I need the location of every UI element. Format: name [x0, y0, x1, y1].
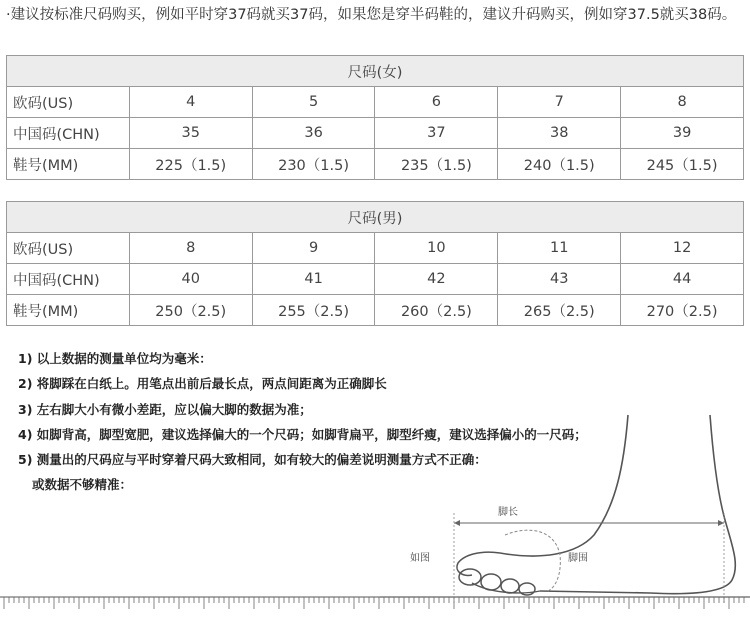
toe-outline — [501, 579, 519, 593]
table-row — [7, 264, 744, 295]
intro-text: ·建议按标准尺码购买，例如平时穿37码就买37码，如果您是穿半码鞋的，建议升码购买，例如穿37.5就买38码。 — [6, 7, 737, 23]
table-cell: 245（1.5) — [621, 149, 744, 180]
table-cell: 7 — [498, 87, 621, 118]
table-cell: 6 — [375, 87, 498, 118]
table-cell: 260（2.5) — [375, 295, 498, 326]
table-cell: 38 — [498, 118, 621, 149]
leg-outline — [540, 415, 735, 594]
foot-diagram — [380, 405, 750, 623]
table-cell: 255（2.5) — [252, 295, 375, 326]
arrow-icon — [718, 520, 724, 526]
leg-front-outline — [500, 415, 628, 556]
diagram-left-label: 如图 — [410, 553, 430, 564]
note-item: 3) 左右脚大小有微小差距，应以偏大脚的数据为准； — [18, 401, 312, 417]
table-cell: 8 — [621, 87, 744, 118]
arrow-icon — [454, 520, 460, 526]
table-cell: 10 — [375, 233, 498, 264]
table-cell: 43 — [498, 264, 621, 295]
table-cell: 230（1.5) — [252, 149, 375, 180]
men-table-title: 尺码(男) — [7, 202, 744, 233]
table-cell: 36 — [252, 118, 375, 149]
table-cell: 11 — [498, 233, 621, 264]
table-cell: 40 — [129, 264, 252, 295]
table-row — [7, 118, 744, 149]
length-label: 脚长 — [498, 507, 518, 518]
table-cell: 35 — [129, 118, 252, 149]
women-table-title: 尺码(女) — [7, 56, 744, 87]
row-label: 欧码(US) — [7, 87, 130, 118]
table-cell: 42 — [375, 264, 498, 295]
table-cell: 265（2.5) — [498, 295, 621, 326]
table-cell: 8 — [129, 233, 252, 264]
table-cell: 39 — [621, 118, 744, 149]
women-size-table — [6, 55, 744, 180]
table-cell: 235（1.5) — [375, 149, 498, 180]
row-label: 鞋号(MM) — [7, 149, 130, 180]
note-item: 1) 以上数据的测量单位均为毫米： — [18, 351, 212, 366]
table-cell: 270（2.5) — [621, 295, 744, 326]
toe-outline — [459, 569, 481, 585]
table-cell: 240（1.5) — [498, 149, 621, 180]
foot-measurement-illustration — [380, 405, 750, 623]
table-cell: 9 — [252, 233, 375, 264]
row-label: 中国码(CHN) — [7, 264, 130, 295]
table-row — [7, 295, 744, 326]
table-cell: 4 — [129, 87, 252, 118]
table-cell: 41 — [252, 264, 375, 295]
note-item: 2) 将脚踩在白纸上。用笔点出前后最长点，两点间距离为正确脚长 — [18, 376, 387, 392]
note-item: 4) 如脚背高，脚型宽肥，建议选择偏大的一个尺码；如脚背扁平，脚型纤瘦，建议选择偏小的一尺码； — [18, 426, 587, 442]
table-cell: 12 — [621, 233, 744, 264]
instep-curve — [505, 530, 560, 591]
table-row — [7, 87, 744, 118]
table-cell: 44 — [621, 264, 744, 295]
row-label: 中国码(CHN) — [7, 118, 130, 149]
table-cell: 225（1.5) — [129, 149, 252, 180]
table-row — [7, 149, 744, 180]
table-cell: 37 — [375, 118, 498, 149]
table-cell: 5 — [252, 87, 375, 118]
ruler — [0, 593, 750, 623]
table-row — [7, 233, 744, 264]
men-size-table — [6, 201, 744, 326]
note-item: 或数据不够精准： — [32, 477, 133, 493]
row-label: 欧码(US) — [7, 233, 130, 264]
note-item: 5) 测量出的尺码应与平时穿着尺码大致相同，如有较大的偏差说明测量方式不正确： — [18, 452, 487, 468]
diagram-right-label: 脚围 — [568, 553, 588, 564]
row-label: 鞋号(MM) — [7, 295, 130, 326]
table-cell: 250（2.5) — [129, 295, 252, 326]
